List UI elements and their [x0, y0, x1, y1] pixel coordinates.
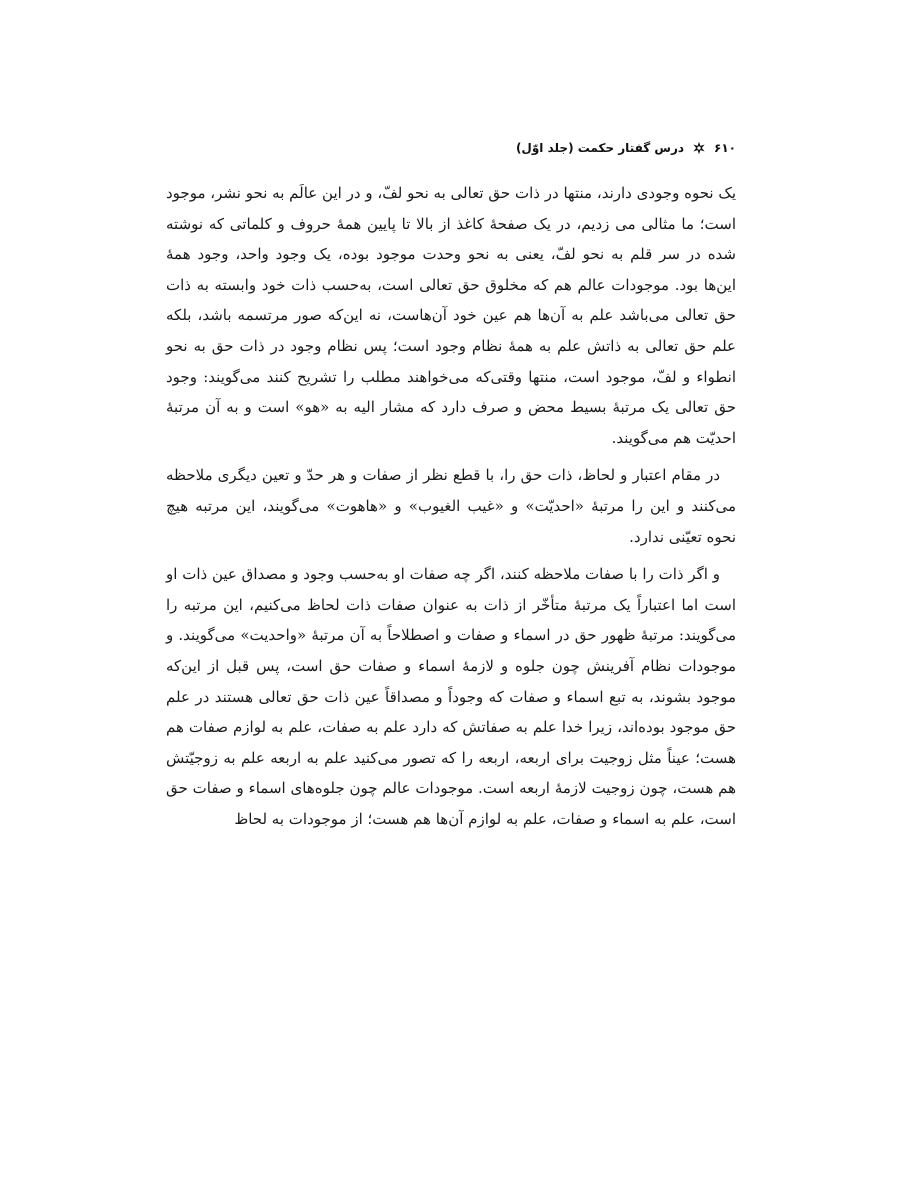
paragraph-2: در مقام اعتبار و لحاظ، ذات حق را، با قطع نظر از صفات و هر حدّ و تعین دیگری ملاحظه می‌کنند و این را مرتبهٔ «احدیّت» و «غیب الغیوب» و «هاهوت» می‌گویند، این مرتبه هیچ نحوه تعیّنی ندارد. — [166, 466, 736, 546]
star-ornament-icon — [692, 141, 706, 155]
page-number: ۶۱۰ — [714, 141, 736, 155]
book-title: درس گفتار حکمت (جلد اوّل) — [515, 141, 685, 155]
running-header — [515, 138, 736, 158]
body-text — [166, 178, 736, 834]
paragraph-3: و اگر ذات را با صفات ملاحظه کنند، اگر چه صفات او به‌حسب وجود و مصداق عین ذات او است اما اعتباراً یک مرتبهٔ متأخّر از ذات به عنوان صفات ذات لحاظ می‌کنیم، این مرتبه را می‌گویند: مرتبهٔ ظهور حق در اسماء و صفات و اصطلاحاً به آن مرتبهٔ «واحدیت» می‌گویند. و موجودات نظام آفرینش چون جلوه و لازمهٔ اسماء و صفات حق است، پس قبل از این‌که موجود بشوند، به تبع اسماء و صفات که وجوداً و مصداقاً عین ذات حق تعالی هستند در علم حق موجود بوده‌اند، زیرا خدا علم به صفاتش که دارد علم به صفات، علم به لوازم صفات هم هست؛ عیناً مثل زوجیت برای اربعه، اربعه را که تصور می‌کنید علم به اربعه علم به زوجیّتش هم هست، چون زوجیت لازمهٔ اربعه است. موجودات عالم چون جلوه‌های اسماء و صفات حق است، علم به اسماء و صفات، علم به لوازم آن‌ها هم هست؛ از موجودات به لحاظ — [166, 565, 736, 828]
paragraph-1: یک نحوه وجودی دارند، منتها در ذات حق تعالی به نحو لفّ، و در این عالَم به نحو نشر، موجود است؛ ما مثالی می زدیم، در یک صفحهٔ کاغذ از بالا تا پایین همهٔ حروف و کلماتی که نوشته شده در سر قلم به نحو لفّ، یعنی به نحو وحدت موجود بوده، یک وجود واحد، وجود همهٔ این‌ها بود. موجودات عالم هم که مخلوق حق تعالی است، به‌حسب ذات خود وابسته به ذات حق تعالی می‌باشد علم به آن‌ها هم عین خود آن‌هاست، نه این‌که صور مرتسمه باشد، بلکه علم حق تعالی به ذاتش علم به همهٔ نظام وجود است؛ پس نظام وجود در ذات حق به نحو انطواء و لفّ، موجود است، منتها وقتی‌که می‌خواهند مطلب را تشریح کنند می‌گویند: وجود حق تعالی یک مرتبهٔ بسیط محض و صرف دارد که مشار الیه به «هو» است و به آن مرتبهٔ احدیّت هم می‌گویند. — [166, 184, 736, 447]
